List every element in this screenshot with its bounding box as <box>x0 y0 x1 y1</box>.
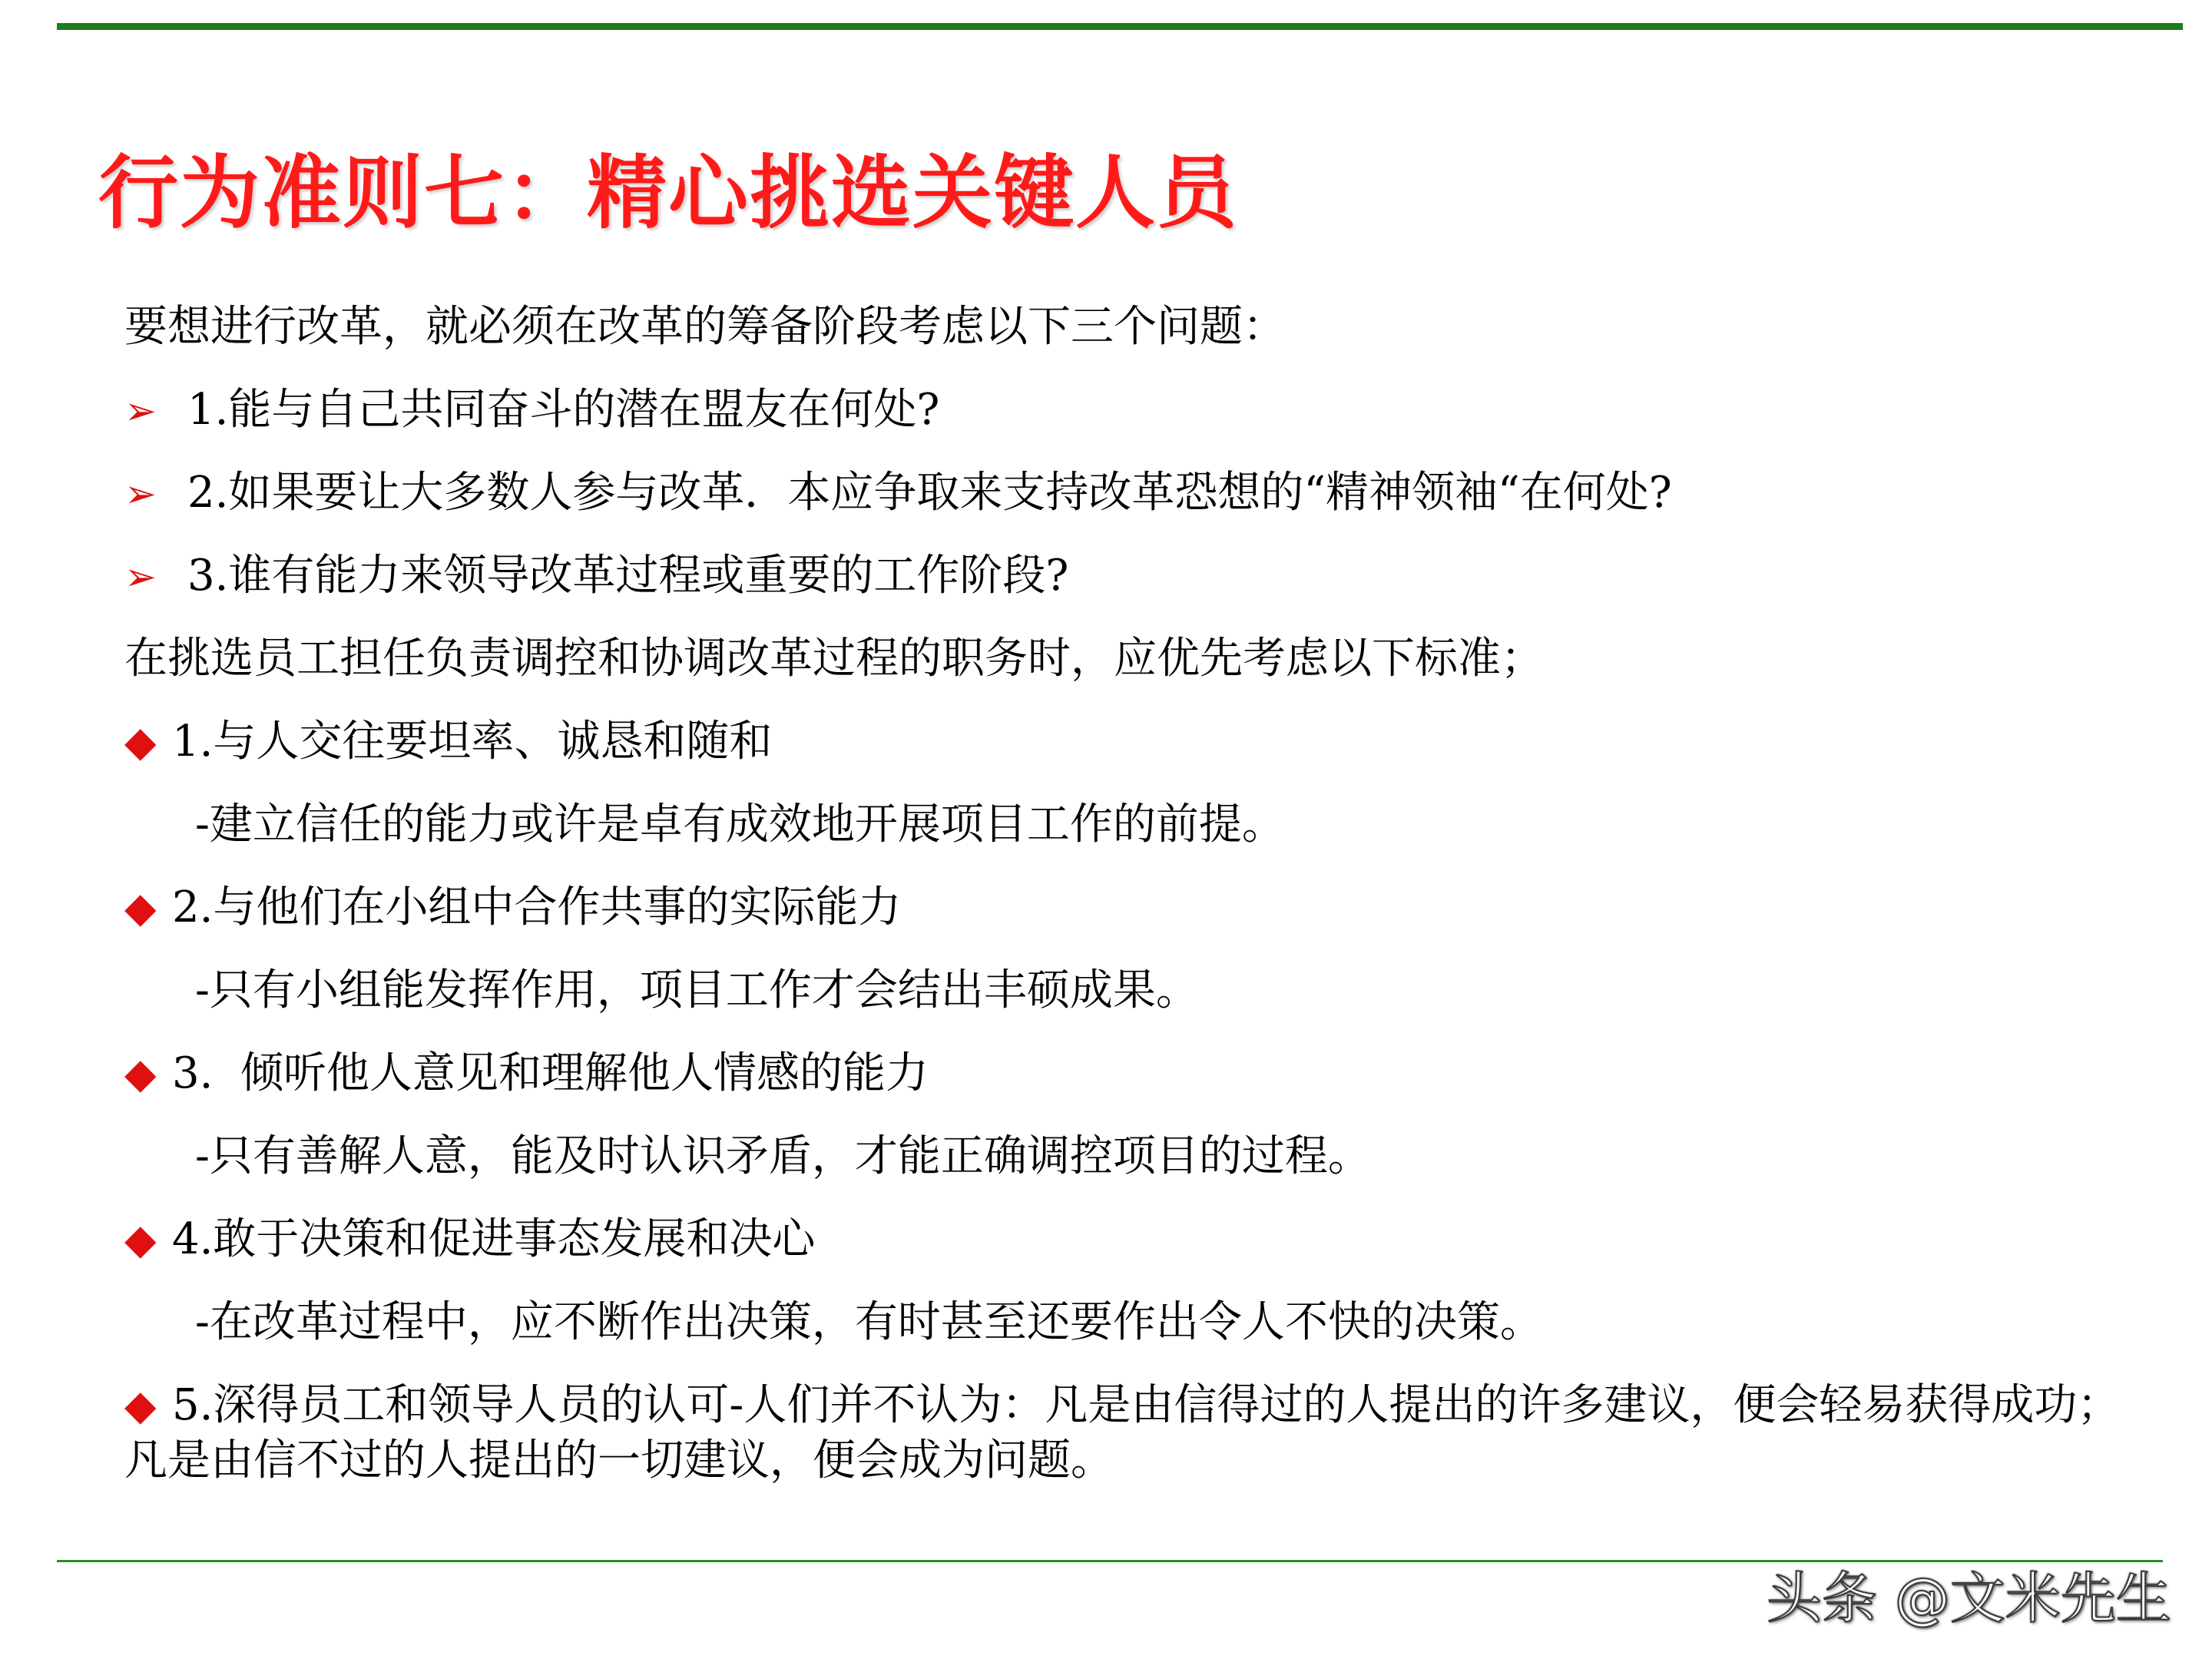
criterion-item <box>124 700 2137 783</box>
question-text: 2.如果要让大多数人参与改革．本应争取来支持改革恐想的“精神领袖“在何处? <box>187 468 1672 518</box>
arrow-bullet-icon: ➢ <box>124 389 157 433</box>
criterion-detail: -只有善解人意，能及时认识矛盾，才能正确调控项目的过程。 <box>195 1131 1371 1181</box>
diamond-bullet-icon: ◆ <box>124 883 157 932</box>
criterion-label: 1.与人交往要坦率、诚恳和随和 <box>172 717 773 767</box>
diamond-bullet-icon: ◆ <box>124 1215 157 1263</box>
criterion-detail: -在改革过程中，应不断作出决策，有时甚至还要作出令人不快的决策。 <box>195 1297 1543 1347</box>
criterion-detail: -建立信任的能力或许是卓有成效地开展项目工作的前提。 <box>195 800 1285 849</box>
criteria-intro: 在挑选员工担任负责调控和协调改革过程的职务时，应优先考虑以下标准； <box>124 634 1544 684</box>
criterion-detail: -只有小组能发挥作用，项目工作才会结出丰硕成果。 <box>195 965 1199 1015</box>
question-item <box>124 535 2137 618</box>
criterion-item-5 <box>124 1364 2137 1488</box>
slide-title: 行为准则七：精心挑选关键人员 <box>98 145 1239 240</box>
watermark: 头条 @文米先生 <box>1767 1566 2171 1631</box>
question-item <box>124 452 2137 535</box>
criterion-label: 2.与他们在小组中合作共事的实际能力 <box>172 882 902 932</box>
criterion-label: 3. 倾听他人意见和理解他人情感的能力 <box>172 1048 929 1098</box>
slide-body <box>124 286 2137 1488</box>
criterion-item <box>124 866 2137 949</box>
diamond-bullet-icon: ◆ <box>124 717 157 766</box>
question-text: 1.能与自己共同奋斗的潜在盟友在何处? <box>187 385 940 435</box>
bottom-divider <box>57 1560 2163 1562</box>
top-divider <box>57 23 2183 30</box>
arrow-bullet-icon: ➢ <box>124 555 157 599</box>
criterion-label: 5.深得员工和领导人员的认可-人们并不认为：凡是由信得过的人提出的许多建议，便会轻易获得成功；凡是由信不过的人提出的一切建议，便会成为问题。 <box>124 1380 2121 1485</box>
arrow-bullet-icon: ➢ <box>124 472 157 516</box>
criterion-item <box>124 1032 2137 1115</box>
criterion-label: 4.敢于决策和促进事态发展和决心 <box>172 1214 816 1264</box>
question-item <box>124 369 2137 452</box>
diamond-bullet-icon: ◆ <box>124 1381 157 1429</box>
diamond-bullet-icon: ◆ <box>124 1049 157 1098</box>
intro-text: 要想进行改革，就必须在改革的筹备阶段考虑以下三个问题： <box>124 302 1286 352</box>
criterion-item <box>124 1198 2137 1281</box>
question-text: 3.谁有能力来领导改革过程或重要的工作阶段? <box>187 551 1069 601</box>
